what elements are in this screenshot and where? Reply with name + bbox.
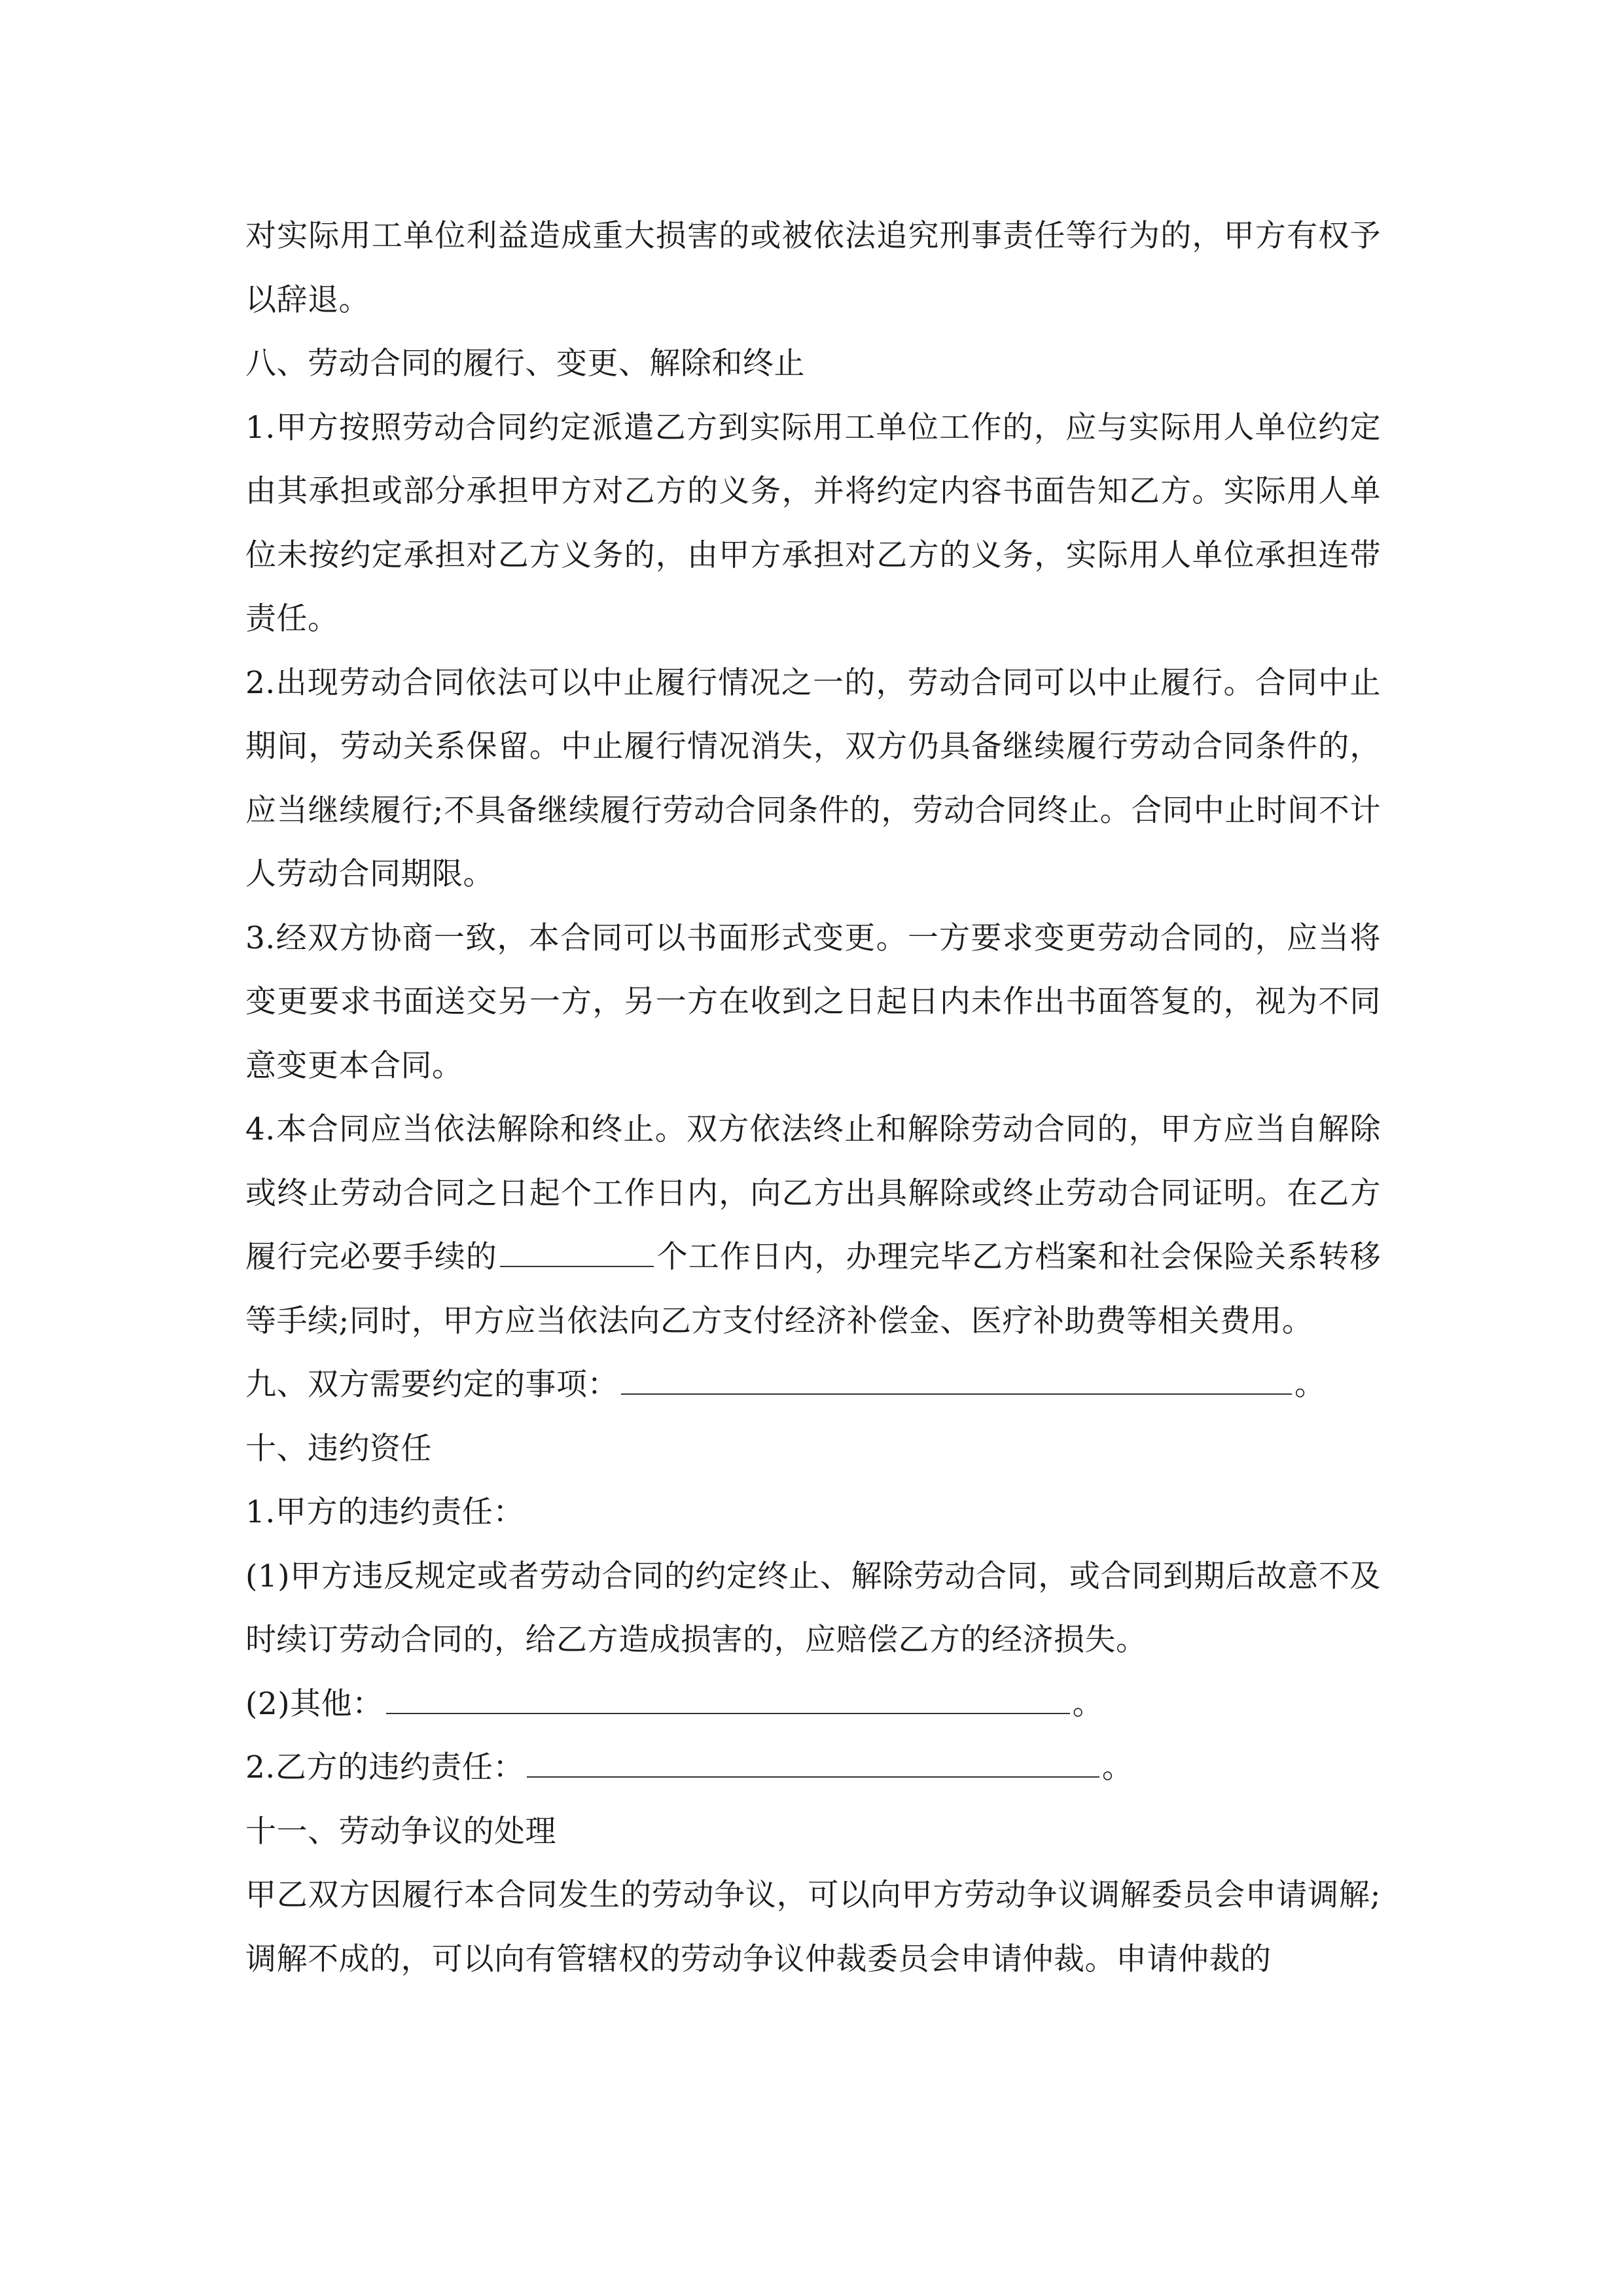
section-10-item-2 (245, 1736, 1381, 1800)
section-8-item-1: 1.甲方按照劳动合同约定派遣乙方到实际用工单位工作的，应与实际用人单位约定由其承担或部分承担甲方对乙方的义务，并将约定内容书面告知乙方。实际用人单位未按约定承担对乙方义务的，由甲方承担对乙方的义务，实际用人单位承担连带责任。 (245, 409, 1381, 637)
fill-in-blank-party-a-other[interactable] (386, 1679, 1070, 1714)
fill-in-blank-agreed-matters[interactable] (621, 1359, 1292, 1395)
section-8-item-4 (245, 1098, 1381, 1353)
section-10-item-2-end: 。 (1101, 1749, 1133, 1785)
section-9-end: 。 (1294, 1367, 1326, 1403)
section-8-item-4-after: 个工作日内，办理完毕乙方档案和社会保险关系转移等手续;同时，甲方应当依法向乙方支付经济补偿金、医疗补助费等相关费用。 (245, 1239, 1382, 1339)
fill-in-blank-workdays[interactable] (500, 1232, 654, 1267)
section-11-body: 甲乙双方因履行本合同发生的劳动争议，可以向甲方劳动争议调解委员会申请调解;调解不成的，可以向有管辖权的劳动争议仲裁委员会申请仲裁。申请仲裁的 (245, 1877, 1381, 1977)
section-10-item-1-2-label: (2)其他： (245, 1685, 383, 1722)
section-9-label: 九、双方需要约定的事项： (245, 1367, 618, 1403)
section-8-item-2: 2.出现劳动合同依法可以中止履行情况之一的，劳动合同可以中止履行。合同中止期间，劳动关系保留。中止履行情况消失，双方仍具备继续履行劳动合同条件的，应当继续履行;不具备继续履行劳动合同条件的，劳动合同终止。合同中止时间不计人劳动合同期限。 (245, 664, 1381, 892)
section-10-item-1-1: (1)甲方违反规定或者劳动合同的约定终止、解除劳动合同，或合同到期后故意不及时续订劳动合同的，给乙方造成损害的，应赔偿乙方的经济损失。 (245, 1558, 1381, 1658)
section-10-item-1-heading: 1.甲方的违约责任： (245, 1494, 524, 1530)
section-8-item-4-before: 4.本合同应当依法解除和终止。双方依法终止和解除劳动合同的，甲方应当自解除或终止劳动合同之日起个工作日内，向乙方出具解除或终止劳动合同证明。在乙方履行完必要手续的 (245, 1111, 1381, 1275)
section-9-line (245, 1353, 1381, 1417)
section-10-item-1-2-end: 。 (1072, 1685, 1104, 1722)
section-8-heading: 八、劳动合同的履行、变更、解除和终止 (245, 346, 805, 382)
section-10-heading: 十、违约资任 (245, 1430, 432, 1467)
paragraph-dismissal-tail: 对实际用工单位利益造成重大损害的或被依法追究刑事责任等行为的，甲方有权予以辞退。 (245, 218, 1381, 318)
section-10-item-1-2 (245, 1672, 1381, 1736)
document-body (245, 204, 1381, 1991)
section-11-heading: 十一、劳动争议的处理 (245, 1813, 556, 1850)
section-10-item-2-label: 2.乙方的违约责任： (245, 1749, 524, 1785)
fill-in-blank-party-b-liability[interactable] (527, 1742, 1099, 1778)
section-8-item-3: 3.经双方协商一致，本合同可以书面形式变更。一方要求变更劳动合同的，应当将变更要求书面送交另一方，另一方在收到之日起日内未作出书面答复的，视为不同意变更本合同。 (245, 920, 1381, 1084)
